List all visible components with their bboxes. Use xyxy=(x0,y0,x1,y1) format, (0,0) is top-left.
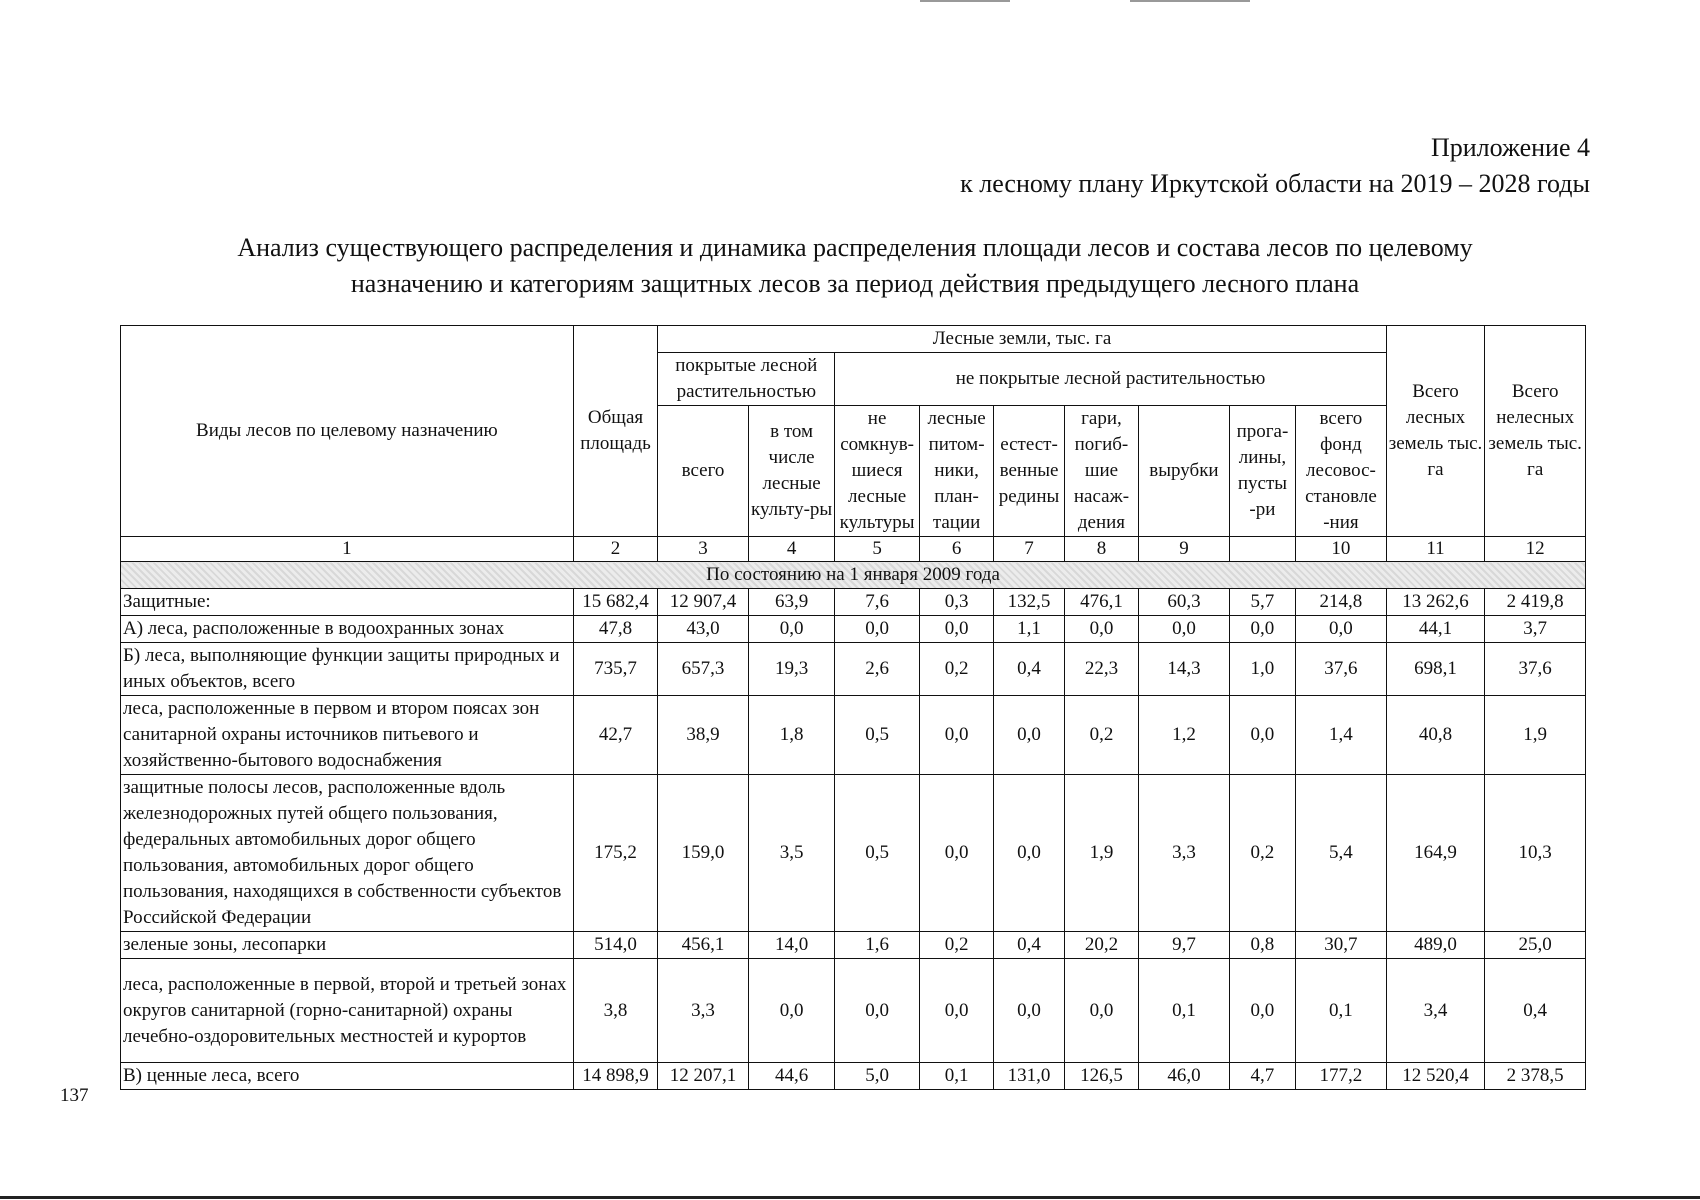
header-nurseries: лесные питом-ники, план-тации xyxy=(919,406,993,537)
table-cell: 22,3 xyxy=(1064,643,1138,696)
table-cell: 1,4 xyxy=(1296,696,1387,775)
header-covered-total: всего xyxy=(658,406,749,537)
table-cell: 46,0 xyxy=(1139,1063,1230,1090)
table-body xyxy=(121,537,1586,1090)
table-row xyxy=(121,589,1586,616)
row-label: леса, расположенные в первом и втором поясах зон санитарной охраны источников питьевого и хозяйственно-бытового водоснабжения xyxy=(121,696,574,775)
column-number: 3 xyxy=(658,537,749,562)
table-cell: 0,0 xyxy=(1229,959,1295,1063)
forest-distribution-table xyxy=(120,325,1586,1090)
table-row xyxy=(121,932,1586,959)
header-covered: покрытые лесной растительностью xyxy=(658,353,835,406)
table-cell: 1,1 xyxy=(994,616,1064,643)
table-cell: 456,1 xyxy=(658,932,749,959)
row-label: защитные полосы лесов, расположенные вдоль железнодорожных путей общего пользования, федеральных автомобильных дорог общего пользования, автомобильных дорог общего пользования, находящихся в собственности субъектов Российской Федерации xyxy=(121,775,574,932)
appendix-line-2: к лесному плану Иркутской области на 2019 – 2028 годы xyxy=(960,169,1590,198)
table-row xyxy=(121,775,1586,932)
column-number: 2 xyxy=(573,537,658,562)
table-cell: 3,3 xyxy=(1139,775,1230,932)
header-burned: гари, погиб-шие насаж-дения xyxy=(1064,406,1138,537)
header-glades: прога-лины, пусты -ри xyxy=(1229,406,1295,537)
table-cell: 0,0 xyxy=(1139,616,1230,643)
table-cell: 0,2 xyxy=(919,932,993,959)
table-cell: 1,9 xyxy=(1485,696,1586,775)
table-cell: 37,6 xyxy=(1296,643,1387,696)
appendix-caption xyxy=(960,130,1590,202)
table-cell: 175,2 xyxy=(573,775,658,932)
table-cell: 0,2 xyxy=(919,643,993,696)
table-row xyxy=(121,1063,1586,1090)
table-cell: 0,0 xyxy=(1229,616,1295,643)
table-cell: 40,8 xyxy=(1386,696,1485,775)
table-cell: 657,3 xyxy=(658,643,749,696)
table-cell: 1,9 xyxy=(1064,775,1138,932)
row-label: Защитные: xyxy=(121,589,574,616)
table-row xyxy=(121,616,1586,643)
column-number: 12 xyxy=(1485,537,1586,562)
column-number: 4 xyxy=(748,537,835,562)
table-cell: 14 898,9 xyxy=(573,1063,658,1090)
table-cell: 1,2 xyxy=(1139,696,1230,775)
header-clearings: вырубки xyxy=(1139,406,1230,537)
table-cell: 2 378,5 xyxy=(1485,1063,1586,1090)
table-cell: 9,7 xyxy=(1139,932,1230,959)
table-cell: 0,0 xyxy=(919,696,993,775)
table-cell: 214,8 xyxy=(1296,589,1387,616)
scan-edge xyxy=(0,1196,1700,1199)
column-number: 1 xyxy=(121,537,574,562)
table-cell: 5,0 xyxy=(835,1063,920,1090)
scan-artifact xyxy=(920,0,1010,2)
table-cell: 14,3 xyxy=(1139,643,1230,696)
table-cell: 132,5 xyxy=(994,589,1064,616)
scan-artifact xyxy=(1130,0,1250,2)
table-cell: 0,5 xyxy=(835,696,920,775)
header-total-forest-lands: Всего лесных земель тыс. га xyxy=(1386,326,1485,537)
table-cell: 1,6 xyxy=(835,932,920,959)
table-cell: 13 262,6 xyxy=(1386,589,1485,616)
table-cell: 0,0 xyxy=(748,616,835,643)
table-cell: 10,3 xyxy=(1485,775,1586,932)
table-row xyxy=(121,643,1586,696)
table-cell: 0,0 xyxy=(748,959,835,1063)
table-cell: 0,0 xyxy=(835,616,920,643)
column-number: 11 xyxy=(1386,537,1485,562)
table-cell: 12 520,4 xyxy=(1386,1063,1485,1090)
table-cell: 5,4 xyxy=(1296,775,1387,932)
table-cell: 735,7 xyxy=(573,643,658,696)
table-cell: 164,9 xyxy=(1386,775,1485,932)
table-cell: 489,0 xyxy=(1386,932,1485,959)
column-number: 5 xyxy=(835,537,920,562)
table-cell: 0,5 xyxy=(835,775,920,932)
table-cell: 25,0 xyxy=(1485,932,1586,959)
document-title xyxy=(120,230,1590,302)
column-number-row xyxy=(121,537,1586,562)
header-reforestation-fund: всего фонд лесовос-становле -ния xyxy=(1296,406,1387,537)
title-line-1: Анализ существующего распределения и динамика распределения площади лесов и состава лесов по целевому xyxy=(237,233,1473,262)
row-label: леса, расположенные в первой, второй и третьей зонах округов санитарной (горно-санитарной) охраны лечебно-оздоровительных местностей и курортов xyxy=(121,959,574,1063)
table-cell: 44,1 xyxy=(1386,616,1485,643)
table-cell: 3,8 xyxy=(573,959,658,1063)
table-cell: 0,2 xyxy=(1229,775,1295,932)
column-number xyxy=(1229,537,1295,562)
appendix-line-1: Приложение 4 xyxy=(1430,133,1590,162)
table-cell: 0,4 xyxy=(994,643,1064,696)
table-cell: 131,0 xyxy=(994,1063,1064,1090)
table-cell: 7,6 xyxy=(835,589,920,616)
table-cell: 37,6 xyxy=(1485,643,1586,696)
table-cell: 2 419,8 xyxy=(1485,589,1586,616)
row-label: А) леса, расположенные в водоохранных зонах xyxy=(121,616,574,643)
table-cell: 0,8 xyxy=(1229,932,1295,959)
section-title: По состоянию на 1 января 2009 года xyxy=(121,562,1586,589)
table-cell: 0,0 xyxy=(994,959,1064,1063)
header-forest-type: Виды лесов по целевому назначению xyxy=(121,326,574,537)
table-cell: 0,2 xyxy=(1064,696,1138,775)
table-cell: 3,4 xyxy=(1386,959,1485,1063)
table-cell: 0,1 xyxy=(1139,959,1230,1063)
table-cell: 43,0 xyxy=(658,616,749,643)
table-cell: 19,3 xyxy=(748,643,835,696)
table-cell: 1,0 xyxy=(1229,643,1295,696)
table-cell: 2,6 xyxy=(835,643,920,696)
table-cell: 0,0 xyxy=(919,959,993,1063)
table-cell: 3,5 xyxy=(748,775,835,932)
table-cell: 0,4 xyxy=(994,932,1064,959)
table-cell: 177,2 xyxy=(1296,1063,1387,1090)
table-cell: 3,7 xyxy=(1485,616,1586,643)
table-cell: 0,1 xyxy=(1296,959,1387,1063)
table-cell: 60,3 xyxy=(1139,589,1230,616)
column-number: 7 xyxy=(994,537,1064,562)
table-cell: 0,1 xyxy=(919,1063,993,1090)
title-line-2: назначению и категориям защитных лесов за период действия предыдущего лесного плана xyxy=(350,269,1360,298)
table-row xyxy=(121,696,1586,775)
row-label: Б) леса, выполняющие функции защиты природных и иных объектов, всего xyxy=(121,643,574,696)
table-cell: 15 682,4 xyxy=(573,589,658,616)
table-cell: 0,0 xyxy=(919,775,993,932)
table-cell: 20,2 xyxy=(1064,932,1138,959)
column-number: 10 xyxy=(1296,537,1387,562)
table-cell: 159,0 xyxy=(658,775,749,932)
table-cell: 0,0 xyxy=(835,959,920,1063)
table-cell: 698,1 xyxy=(1386,643,1485,696)
table-cell: 1,8 xyxy=(748,696,835,775)
header-covered-plantations: в том числе лесные культу-ры xyxy=(748,406,835,537)
section-row xyxy=(121,562,1586,589)
table-cell: 126,5 xyxy=(1064,1063,1138,1090)
row-label: В) ценные леса, всего xyxy=(121,1063,574,1090)
table-cell: 0,4 xyxy=(1485,959,1586,1063)
table-cell: 0,0 xyxy=(1296,616,1387,643)
table-cell: 0,0 xyxy=(1229,696,1295,775)
table-cell: 0,3 xyxy=(919,589,993,616)
table-cell: 0,0 xyxy=(1064,616,1138,643)
table-row xyxy=(121,959,1586,1063)
table-cell: 0,0 xyxy=(994,696,1064,775)
table-cell: 0,0 xyxy=(994,775,1064,932)
row-label: зеленые зоны, лесопарки xyxy=(121,932,574,959)
header-unclosed-plantations: не сомкнув-шиеся лесные культуры xyxy=(835,406,920,537)
table-cell: 514,0 xyxy=(573,932,658,959)
page-number: 137 xyxy=(60,1085,89,1106)
table-cell: 12 207,1 xyxy=(658,1063,749,1090)
column-number: 8 xyxy=(1064,537,1138,562)
column-number: 6 xyxy=(919,537,993,562)
table-cell: 14,0 xyxy=(748,932,835,959)
header-total-area: Общая площадь xyxy=(573,326,658,537)
header-natural-sparse: естест-венные редины xyxy=(994,406,1064,537)
header-total-nonforest-lands: Всего нелесных земель тыс. га xyxy=(1485,326,1586,537)
table-cell: 63,9 xyxy=(748,589,835,616)
table-cell: 38,9 xyxy=(658,696,749,775)
table-cell: 476,1 xyxy=(1064,589,1138,616)
header-not-covered: не покрытые лесной растительностью xyxy=(835,353,1386,406)
table-cell: 5,7 xyxy=(1229,589,1295,616)
table-cell: 44,6 xyxy=(748,1063,835,1090)
table-cell: 3,3 xyxy=(658,959,749,1063)
column-number: 9 xyxy=(1139,537,1230,562)
table-cell: 47,8 xyxy=(573,616,658,643)
table-cell: 42,7 xyxy=(573,696,658,775)
table-cell: 4,7 xyxy=(1229,1063,1295,1090)
table-cell: 30,7 xyxy=(1296,932,1387,959)
table-cell: 12 907,4 xyxy=(658,589,749,616)
table-cell: 0,0 xyxy=(1064,959,1138,1063)
table-cell: 0,0 xyxy=(919,616,993,643)
header-forest-lands: Лесные земли, тыс. га xyxy=(658,326,1386,353)
